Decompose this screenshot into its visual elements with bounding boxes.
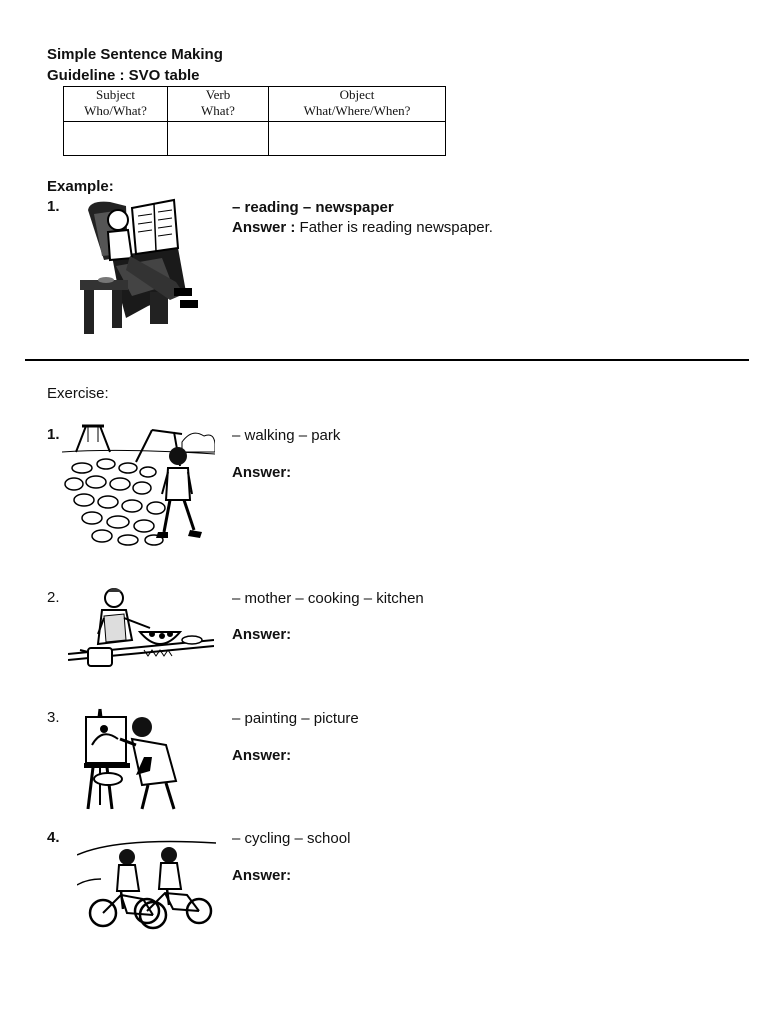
svo-object-cell[interactable]	[269, 122, 446, 156]
exercise-4-picture	[77, 833, 216, 933]
boy-walking-in-park-icon	[62, 422, 215, 546]
boy-painting-icon	[78, 705, 196, 811]
example-prompt: – reading – newspaper	[232, 199, 394, 216]
exercise-1-prompt: – walking – park	[232, 427, 341, 444]
svo-verb-header	[168, 87, 269, 122]
svo-verb-header-line2: What?	[201, 103, 235, 118]
svo-object-header-line2: What/Where/When?	[303, 103, 411, 118]
svo-verb-cell[interactable]	[168, 122, 269, 156]
exercise-1-picture	[62, 422, 215, 546]
example-number: 1.	[47, 198, 60, 215]
svo-subject-header-line1: Subject	[96, 87, 135, 102]
father-reading-icon	[66, 196, 206, 344]
mother-cooking-icon	[68, 584, 214, 679]
exercise-4-prompt: – cycling – school	[232, 830, 351, 847]
svo-empty-row	[64, 122, 446, 156]
exercise-3-picture	[78, 705, 196, 811]
svo-subject-cell[interactable]	[64, 122, 168, 156]
svo-table	[63, 86, 446, 156]
exercise-3-number: 3.	[47, 709, 60, 726]
exercise-heading: Exercise:	[47, 385, 109, 402]
children-cycling-icon	[77, 833, 216, 933]
example-heading: Example:	[47, 178, 114, 195]
svo-object-header-line1: Object	[339, 87, 375, 102]
father-reading-newspaper-picture	[66, 196, 206, 344]
svo-header-row	[64, 87, 446, 122]
example-answer-label: Answer :	[232, 219, 296, 236]
exercise-2-answer-label: Answer:	[232, 626, 292, 643]
guideline-heading: Guideline : SVO table	[47, 67, 200, 84]
svo-subject-header	[64, 87, 168, 122]
exercise-2-prompt: – mother – cooking – kitchen	[232, 590, 424, 607]
example-answer	[232, 218, 493, 238]
exercise-1-answer-label: Answer:	[232, 464, 292, 481]
example-answer-text: Father is reading newspaper.	[299, 219, 493, 236]
exercise-4-answer-label: Answer:	[232, 867, 292, 884]
exercise-1-number: 1.	[47, 426, 60, 443]
section-divider	[25, 359, 749, 361]
svo-verb-header-line1: Verb	[205, 87, 231, 102]
exercise-3-answer-label: Answer:	[232, 747, 292, 764]
exercise-2-number: 2.	[47, 589, 60, 606]
exercise-4-number: 4.	[47, 829, 60, 846]
exercise-3-prompt: – painting – picture	[232, 710, 359, 727]
svo-object-header	[269, 87, 446, 122]
exercise-2-picture	[68, 584, 214, 679]
svo-subject-header-line2: Who/What?	[84, 103, 147, 118]
worksheet-title: Simple Sentence Making	[47, 46, 223, 63]
